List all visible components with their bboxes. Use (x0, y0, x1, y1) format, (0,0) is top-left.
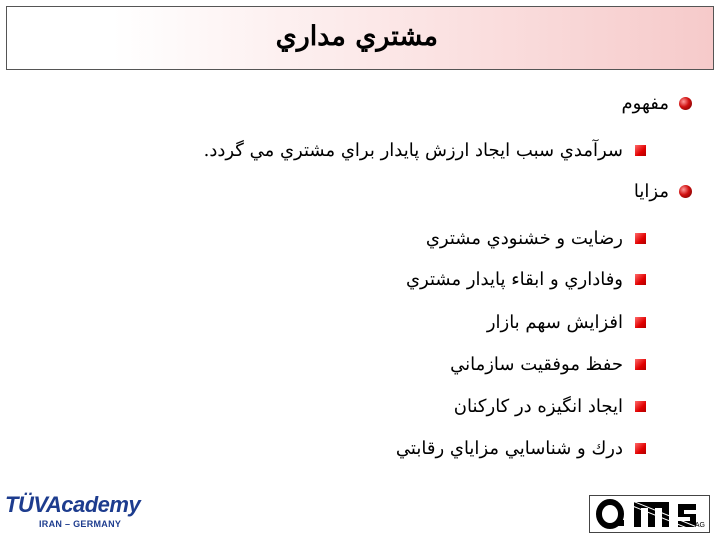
red-square-bullet-icon (635, 359, 646, 370)
red-square-bullet-icon (635, 401, 646, 412)
sub-bullet-text: ايجاد انگيزه در كاركنان (453, 396, 623, 417)
sub-bullet-item (454, 396, 646, 417)
bullet-item-benefits (634, 181, 692, 202)
red-sphere-bullet-icon (679, 97, 692, 110)
qms-logo-suffix: AG (694, 522, 705, 529)
sub-bullet-item (396, 438, 646, 459)
sub-bullet-text: رضايت و خشنودي مشتري (425, 228, 623, 249)
qms-logo-mark-icon (590, 496, 709, 532)
bullet-item-concept (622, 93, 693, 114)
tuv-logo-name: TÜVAcademy (5, 492, 141, 517)
tuv-academy-logo (5, 492, 165, 532)
sub-bullet-text: افزايش سهم بازار (486, 312, 623, 333)
bullet-text: مزايا (633, 181, 669, 202)
red-sphere-bullet-icon (679, 185, 692, 198)
sub-bullet-text: حفظ موفقيت سازماني (450, 354, 623, 375)
red-square-bullet-icon (635, 317, 646, 328)
sub-bullet-item (204, 140, 646, 161)
sub-bullet-item (406, 269, 646, 290)
slide-title: مشتري مداري (275, 21, 438, 52)
bullet-text: مفهوم (621, 93, 669, 114)
sub-bullet-item (487, 312, 646, 333)
red-square-bullet-icon (635, 145, 646, 156)
red-square-bullet-icon (635, 233, 646, 244)
red-square-bullet-icon (635, 443, 646, 454)
sub-bullet-item (450, 354, 646, 375)
tuv-logo-subtitle: IRAN – GERMANY (39, 519, 122, 529)
red-square-bullet-icon (635, 274, 646, 285)
sub-bullet-text: سرآمدي سبب ايجاد ارزش پايدار براي مشتري مي گردد. (203, 140, 623, 161)
sub-bullet-item (426, 228, 646, 249)
sub-bullet-text: وفاداري و ابقاء پايدار مشتري (405, 269, 623, 290)
sub-bullet-text: درك و شناسايي مزاياي رقابتي (395, 438, 623, 459)
qms-logo (589, 495, 710, 533)
slide-title-box (6, 6, 714, 70)
